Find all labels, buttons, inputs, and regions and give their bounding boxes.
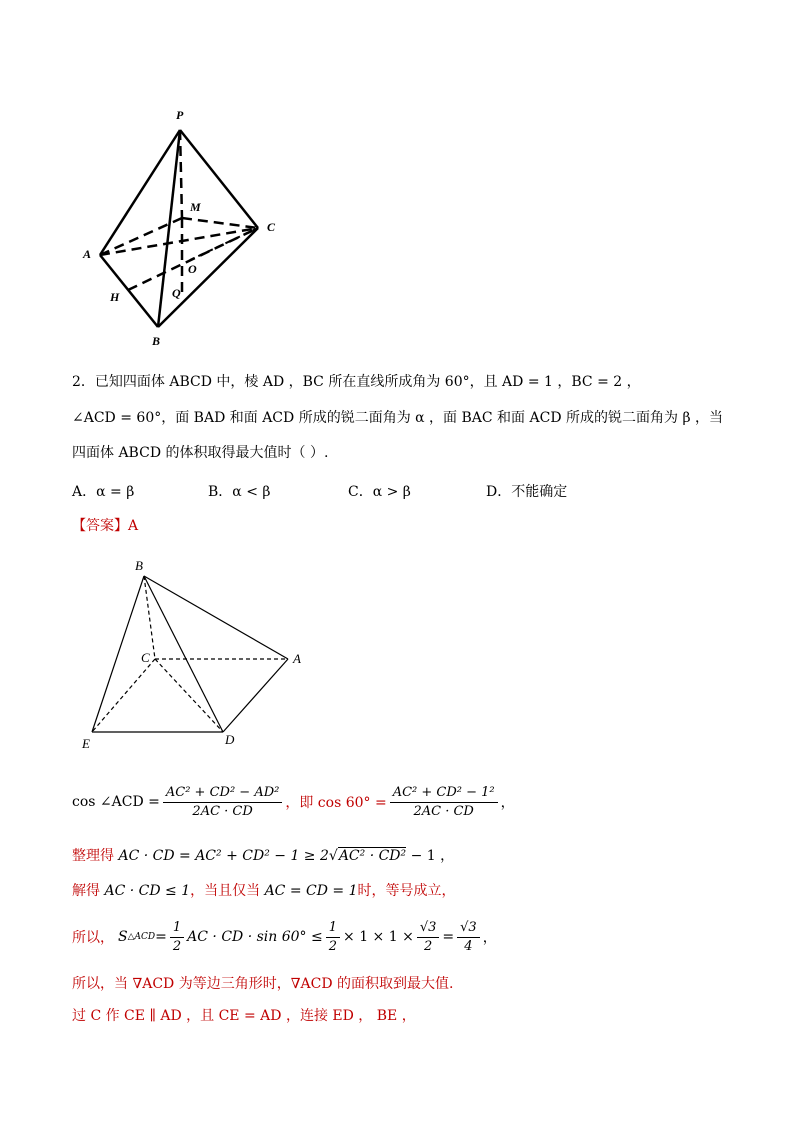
label-A: A bbox=[83, 247, 92, 261]
option-a[interactable]: A．α = β bbox=[72, 484, 135, 500]
label-C2: C bbox=[141, 650, 150, 665]
label-M: M bbox=[190, 200, 201, 214]
label-O: O bbox=[188, 262, 197, 276]
answer-line bbox=[72, 516, 138, 536]
edge-BE bbox=[92, 576, 144, 732]
edge-CE bbox=[92, 659, 155, 732]
label-E2: E bbox=[82, 736, 90, 751]
answer-tag: 【答案】 bbox=[72, 518, 128, 534]
edge-CO bbox=[190, 228, 258, 260]
label-C: C bbox=[267, 220, 276, 234]
figure-2 bbox=[70, 555, 330, 755]
eq1-fraction-1: $\frac{\text{AC² + CD² − AD²}}{2AC \cdot CD}$ bbox=[163, 784, 282, 821]
eq3-suffix: 时，等号成立， bbox=[357, 883, 456, 899]
eq4-sub: △ACD bbox=[127, 932, 156, 942]
eq1-fraction-2: $\frac{\text{AC² + CD² − 1²}}{2AC \cdot CD}$ bbox=[390, 784, 498, 821]
eq3-prefix: 解得 bbox=[72, 883, 100, 899]
eq4-prefix: 所以， bbox=[72, 930, 114, 946]
eq4-mid2: × 1 × 1 × bbox=[343, 929, 414, 945]
eq4-frac-3: $\frac{√3}{2}$ bbox=[417, 919, 440, 956]
eq3-expr2: AC = CD = 1 bbox=[264, 883, 358, 899]
label-B: B bbox=[152, 334, 161, 348]
eq4-eq2: = bbox=[442, 929, 455, 945]
eq4-frac-2: $\frac{1}{2}$ bbox=[326, 919, 340, 956]
eq2-prefix: 整理得 bbox=[72, 848, 114, 864]
eq4-frac-1: $\frac{1}{2}$ bbox=[170, 919, 184, 956]
answer-value: A bbox=[128, 518, 139, 534]
solution-eq5: 所以，当 ∇ACD 为等边三角形时，∇ACD 的面积取到最大值. bbox=[72, 976, 454, 992]
eq1-mid: ，即 cos 60° = bbox=[285, 795, 387, 811]
eq2-suffix: − 1 ， bbox=[410, 848, 455, 864]
edge-PM bbox=[180, 130, 182, 218]
label-Q: Q bbox=[172, 286, 181, 300]
solution-eq3 bbox=[72, 881, 456, 901]
edge-BC bbox=[158, 228, 258, 327]
label-D2: D bbox=[225, 732, 235, 747]
eq3-expr1: AC · CD ≤ 1 bbox=[104, 883, 191, 899]
eq4-s: S bbox=[118, 929, 128, 945]
solution-eq6: 过 C 作 CE ∥ AD ，且 CE = AD ，连接 ED ， BE ， bbox=[72, 1008, 416, 1024]
edge-AB bbox=[100, 255, 158, 327]
solution-eq2 bbox=[72, 846, 454, 866]
figure-1-svg bbox=[70, 100, 300, 360]
eq3-mid: ，当且仅当 bbox=[190, 883, 261, 899]
eq2-sqrt: AC² · CD² bbox=[338, 848, 407, 864]
option-c[interactable]: C．α > β bbox=[348, 484, 411, 500]
option-b[interactable]: B．α < β bbox=[208, 484, 271, 500]
eq1-lhs: cos ∠ACD = bbox=[72, 794, 160, 810]
question-line-1: 2．已知四面体 ABCD 中，棱 AD ，BC 所在直线所成角为 60°，且 AD = 1 ，BC = 2 ， bbox=[72, 374, 641, 390]
label-H: H bbox=[110, 290, 120, 304]
eq4-end: ， bbox=[482, 930, 497, 946]
figure-1 bbox=[70, 100, 300, 360]
edge-CD bbox=[155, 659, 223, 732]
label-B2: B bbox=[135, 558, 143, 573]
eq4-mid: AC · CD · sin 60° ≤ bbox=[187, 929, 323, 945]
solution-eq4 bbox=[72, 914, 497, 960]
edge-BC bbox=[144, 576, 155, 659]
label-P: P bbox=[176, 108, 184, 122]
eq1-end: ， bbox=[500, 795, 515, 811]
solution-eq1 bbox=[72, 780, 515, 824]
question-line-2: ∠ACD = 60°，面 BAD 和面 ACD 所成的锐二面角为 α ，面 BAC 和面 ACD 所成的锐二面角为 β ，当 bbox=[72, 410, 723, 426]
eq4-eq: = bbox=[155, 929, 167, 945]
edge-DA bbox=[223, 659, 288, 732]
label-A2: A bbox=[293, 651, 301, 666]
eq4-frac-4: $\frac{√3}{4}$ bbox=[457, 919, 480, 956]
figure-2-svg bbox=[70, 555, 330, 755]
sqrt-symbol: √ bbox=[328, 848, 338, 864]
eq2-expr: AC · CD = AC² + CD² − 1 ≥ 2 bbox=[118, 848, 329, 864]
option-d[interactable]: D．不能确定 bbox=[486, 484, 568, 500]
question-line-3: 四面体 ABCD 的体积取得最大值时（ ）. bbox=[72, 445, 329, 461]
edge-MC bbox=[182, 218, 258, 228]
